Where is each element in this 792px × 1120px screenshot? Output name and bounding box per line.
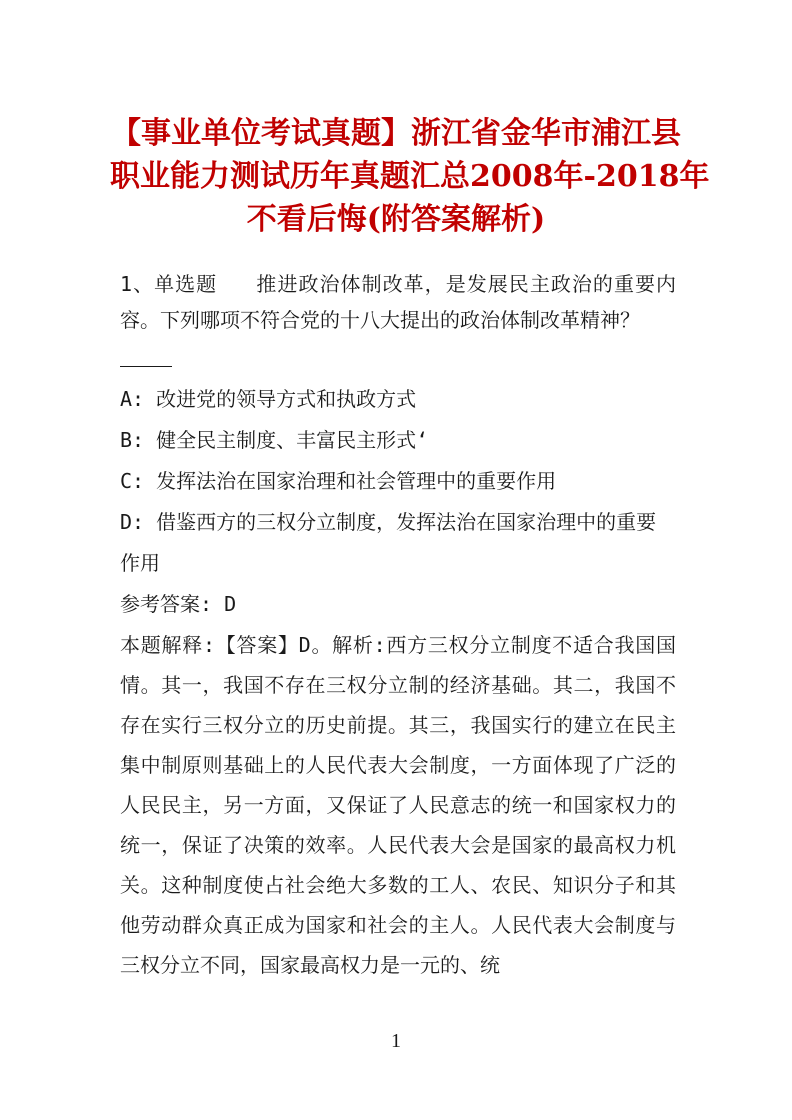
answer-label: 参考答案:	[120, 592, 213, 616]
explanation-label: 本题解释:	[120, 633, 215, 657]
question-stem	[120, 266, 676, 338]
answer-value: D	[224, 592, 237, 616]
question-number: 1、	[120, 272, 155, 296]
title-line-2: 职业能力测试历年真题汇总2008年-2018年	[110, 159, 710, 194]
title-line-1: 【事业单位考试真题】浙江省金华市浦江县	[111, 116, 681, 151]
question-text: 推进政治体制改革，是发展民主政治的重要内容。下列哪项不符合党的十八大提出的政治体制改革精神？	[120, 272, 677, 332]
option-b	[120, 420, 676, 461]
title-line-3: 不看后悔(附答案解析)	[246, 202, 546, 237]
option-d	[120, 502, 676, 584]
option-a-text: 改进党的领导方式和执政方式	[156, 387, 417, 411]
option-a-letter: A:	[120, 387, 145, 411]
answer-blank	[120, 348, 172, 367]
option-b-text: 健全民主制度、丰富民主形式‘	[156, 428, 429, 452]
page-number: 1	[391, 1030, 401, 1052]
option-c	[120, 461, 676, 502]
question-type: 单选题	[154, 272, 218, 296]
explanation	[120, 625, 676, 985]
option-b-letter: B:	[120, 428, 145, 452]
option-a	[120, 379, 676, 420]
explanation-text: 【答案】D。解析:西方三权分立制度不适合我国国情。其一，我国不存在三权分立制的经济基础。其二，我国不存在实行三权分立的历史前提。其三，我国实行的建立在民主集中制原则基础上的人民代表大会制度，一方面体现了广泛的人民民主，另一方面，又保证了人民意志的统一和国家权力的统一，保证了决策的效率。人民代表大会是国家的最高权力机关。这种制度使占社会绝大多数的工人、农民、知识分子和其他劳动群众真正成为国家和社会的主人。人民代表大会制度与三权分立不同，国家最高权力是一元的、统	[120, 633, 676, 977]
question-body	[120, 266, 676, 985]
option-c-text: 发挥法治在国家治理和社会管理中的重要作用	[156, 469, 557, 493]
option-d-text: 借鉴西方的三权分立制度，发挥法治在国家治理中的重要作用	[120, 510, 657, 575]
option-c-letter: C:	[120, 469, 145, 493]
option-d-letter: D:	[120, 510, 145, 534]
document-title	[110, 112, 710, 241]
reference-answer	[120, 584, 676, 625]
